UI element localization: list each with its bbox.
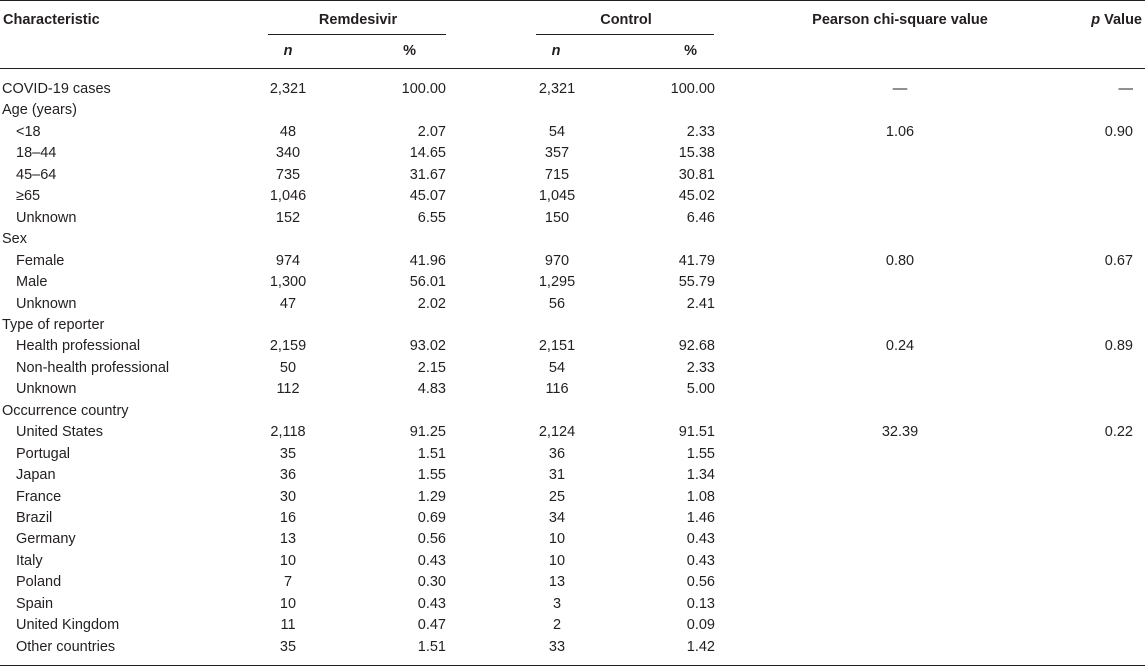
remdesivir-n-cell: 47 [279, 296, 297, 312]
control-pct-cell: 15.38 [678, 145, 715, 161]
control-pct-cell: 1.08 [686, 489, 715, 505]
p-value-cell: — [1118, 81, 1133, 97]
row-group-label: COVID-19 cases [2, 81, 111, 97]
row-label: United Kingdom [16, 617, 120, 633]
row-label: Poland [16, 574, 62, 590]
remdesivir-pct-cell: 0.56 [417, 531, 446, 547]
control-n-cell: 1,295 [538, 274, 576, 290]
remdesivir-span-rule [268, 34, 446, 35]
row-label: Unknown [16, 210, 77, 226]
header-characteristic: Characteristic [3, 12, 100, 28]
row-label: Female [16, 253, 65, 269]
control-pct-cell: 1.42 [686, 639, 715, 655]
row-label: Other countries [16, 639, 116, 655]
control-pct-cell: 92.68 [678, 338, 715, 354]
p-value-cell: 0.22 [1104, 424, 1133, 440]
row-label: Unknown [16, 381, 77, 397]
control-n-cell: 54 [548, 124, 566, 140]
remdesivir-pct-cell: 0.47 [417, 617, 446, 633]
header-control: Control [600, 12, 652, 28]
remdesivir-n-cell: 10 [279, 553, 297, 569]
remdesivir-pct-cell: 31.67 [409, 167, 446, 183]
remdesivir-pct-cell: 41.96 [409, 253, 446, 269]
header-p-value [1091, 11, 1142, 29]
header-remdesivir-n: n [283, 43, 293, 59]
control-pct-cell: 55.79 [678, 274, 715, 290]
control-n-cell: 357 [544, 145, 570, 161]
remdesivir-n-cell: 2,159 [269, 338, 307, 354]
row-label: Portugal [16, 446, 71, 462]
control-n-cell: 31 [548, 467, 566, 483]
remdesivir-n-cell: 2,118 [270, 424, 306, 440]
remdesivir-pct-cell: 93.02 [409, 338, 446, 354]
row-group-label: Age (years) [2, 102, 77, 118]
control-pct-cell: 0.09 [686, 617, 715, 633]
control-n-cell: 25 [548, 489, 566, 505]
remdesivir-pct-cell: 100.00 [401, 81, 446, 97]
row-group-label: Sex [2, 231, 27, 247]
remdesivir-pct-cell: 2.02 [417, 296, 446, 312]
control-pct-cell: 0.43 [686, 531, 715, 547]
p-value-cell: 0.90 [1104, 124, 1133, 140]
remdesivir-n-cell: 1,046 [269, 188, 307, 204]
remdesivir-n-cell: 112 [276, 381, 300, 397]
control-n-cell: 116 [545, 381, 569, 397]
control-span-rule [536, 34, 714, 35]
control-n-cell: 36 [548, 446, 566, 462]
p-value-cell: 0.67 [1104, 253, 1133, 269]
chi-square-cell: 0.24 [885, 338, 915, 354]
control-n-cell: 3 [552, 596, 562, 612]
control-pct-cell: 100.00 [670, 81, 715, 97]
remdesivir-pct-cell: 1.55 [417, 467, 446, 483]
remdesivir-n-cell: 152 [275, 210, 301, 226]
control-pct-cell: 1.46 [686, 510, 715, 526]
row-label: Brazil [16, 510, 53, 526]
control-n-cell: 13 [548, 574, 566, 590]
control-n-cell: 34 [548, 510, 566, 526]
control-n-cell: 2,124 [538, 424, 576, 440]
remdesivir-n-cell: 50 [279, 360, 297, 376]
remdesivir-n-cell: 36 [279, 467, 297, 483]
row-label: Health professional [16, 338, 141, 354]
remdesivir-pct-cell: 1.51 [417, 639, 446, 655]
remdesivir-pct-cell: 14.65 [409, 145, 446, 161]
control-n-cell: 1,045 [538, 188, 576, 204]
bottom-rule [0, 665, 1145, 666]
header-control-pct: % [684, 43, 697, 59]
row-label: Spain [16, 596, 54, 612]
control-pct-cell: 2.33 [686, 360, 715, 376]
remdesivir-n-cell: 35 [279, 446, 297, 462]
control-pct-cell: 30.81 [678, 167, 715, 183]
control-n-cell: 2 [552, 617, 562, 633]
header-remdesivir-pct: % [403, 43, 416, 59]
control-n-cell: 56 [548, 296, 566, 312]
remdesivir-pct-cell: 2.15 [417, 360, 446, 376]
control-n-cell: 10 [548, 553, 566, 569]
control-pct-cell: 5.00 [686, 381, 715, 397]
row-label: Japan [16, 467, 56, 483]
remdesivir-n-cell: 35 [279, 639, 297, 655]
remdesivir-pct-cell: 0.43 [417, 553, 446, 569]
remdesivir-pct-cell: 4.83 [417, 381, 446, 397]
remdesivir-n-cell: 974 [275, 253, 301, 269]
row-label: Non-health professional [16, 360, 170, 376]
control-n-cell: 970 [544, 253, 570, 269]
control-pct-cell: 6.46 [686, 210, 715, 226]
row-label: Unknown [16, 296, 77, 312]
control-n-cell: 54 [548, 360, 566, 376]
control-n-cell: 715 [544, 167, 570, 183]
row-label: Germany [16, 531, 76, 547]
remdesivir-n-cell: 1,300 [269, 274, 307, 290]
remdesivir-pct-cell: 91.25 [409, 424, 446, 440]
remdesivir-pct-cell: 45.07 [409, 188, 446, 204]
remdesivir-pct-cell: 2.07 [417, 124, 446, 140]
header-chi-square: Pearson chi-square value [812, 12, 988, 28]
control-pct-cell: 45.02 [678, 188, 715, 204]
control-pct-cell: 0.13 [686, 596, 715, 612]
control-pct-cell: 1.34 [686, 467, 715, 483]
chi-square-cell: — [892, 81, 908, 97]
header-bottom-rule [0, 68, 1145, 69]
row-group-label: Type of reporter [2, 317, 105, 333]
chi-square-cell: 0.80 [885, 253, 915, 269]
control-pct-cell: 2.41 [686, 296, 715, 312]
remdesivir-pct-cell: 56.01 [409, 274, 446, 290]
row-label: United States [16, 424, 104, 440]
remdesivir-n-cell: 2,321 [269, 81, 307, 97]
control-pct-cell: 1.55 [686, 446, 715, 462]
remdesivir-n-cell: 16 [279, 510, 297, 526]
remdesivir-n-cell: 340 [275, 145, 301, 161]
top-rule [0, 0, 1145, 1]
remdesivir-pct-cell: 1.29 [417, 489, 446, 505]
remdesivir-n-cell: 10 [279, 596, 297, 612]
control-pct-cell: 0.56 [686, 574, 715, 590]
remdesivir-n-cell: 30 [279, 489, 297, 505]
control-pct-cell: 2.33 [686, 124, 715, 140]
control-pct-cell: 41.79 [678, 253, 715, 269]
row-group-label: Occurrence country [2, 403, 129, 419]
header-value-word: Value [1100, 12, 1142, 28]
header-remdesivir: Remdesivir [318, 12, 398, 28]
remdesivir-n-cell: 11 [280, 617, 296, 633]
header-control-n: n [551, 43, 561, 59]
row-label: ≥65 [16, 188, 41, 204]
row-label: Italy [16, 553, 43, 569]
p-value-cell: 0.89 [1104, 338, 1133, 354]
chi-square-cell: 1.06 [885, 124, 915, 140]
row-label: France [16, 489, 62, 505]
control-n-cell: 150 [544, 210, 570, 226]
remdesivir-n-cell: 735 [275, 167, 301, 183]
control-pct-cell: 0.43 [686, 553, 715, 569]
control-pct-cell: 91.51 [678, 424, 715, 440]
row-label: 45–64 [16, 167, 57, 183]
row-label: Male [16, 274, 48, 290]
row-label: <18 [16, 124, 41, 140]
header-p-letter: p [1091, 12, 1101, 28]
remdesivir-n-cell: 48 [279, 124, 297, 140]
remdesivir-pct-cell: 0.69 [417, 510, 446, 526]
remdesivir-pct-cell: 1.51 [417, 446, 446, 462]
remdesivir-n-cell: 13 [279, 531, 297, 547]
chi-square-cell: 32.39 [881, 424, 919, 440]
control-n-cell: 33 [548, 639, 566, 655]
remdesivir-pct-cell: 6.55 [417, 210, 446, 226]
remdesivir-n-cell: 7 [283, 574, 293, 590]
control-n-cell: 10 [548, 531, 566, 547]
row-label: 18–44 [16, 145, 57, 161]
remdesivir-pct-cell: 0.43 [417, 596, 446, 612]
control-n-cell: 2,151 [538, 338, 576, 354]
control-n-cell: 2,321 [538, 81, 576, 97]
remdesivir-pct-cell: 0.30 [417, 574, 446, 590]
